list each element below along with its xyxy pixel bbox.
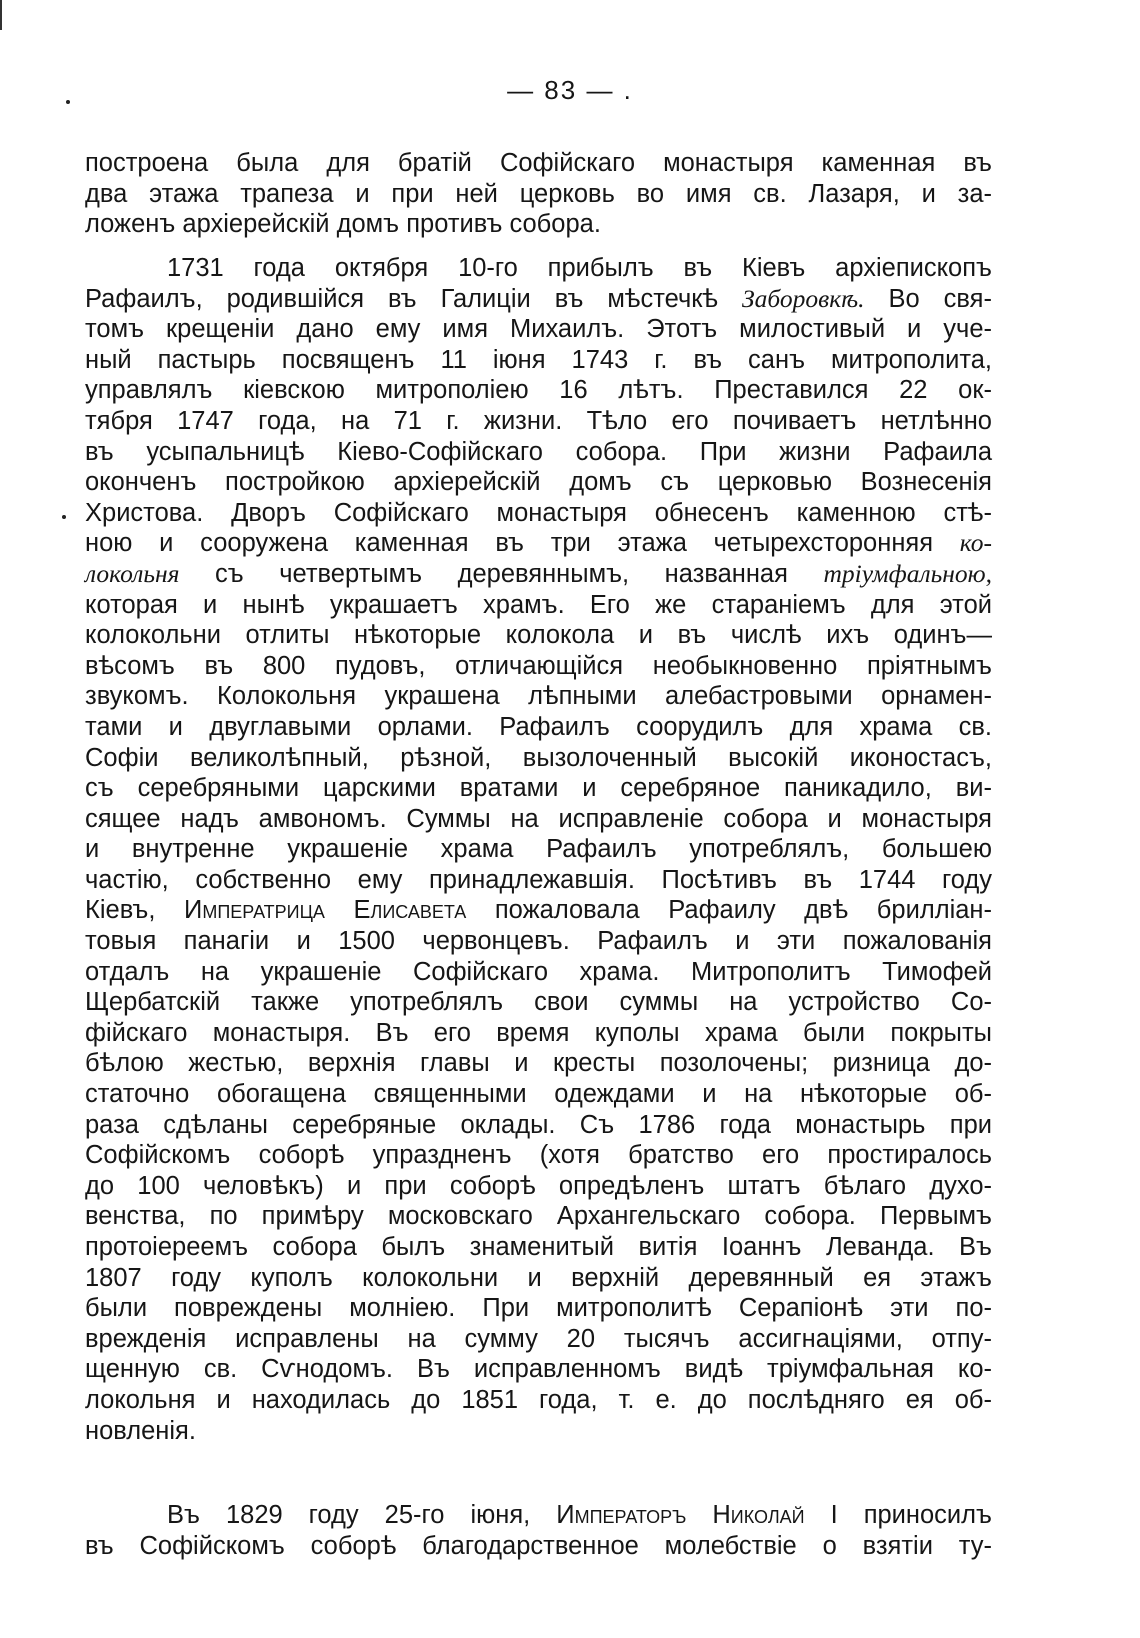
text-line: щенную св. Сѵнодомъ. Въ исправленномъ видѣ тріумфальная ко-: [85, 1355, 992, 1384]
text-run: Въ 1829 году 25-го іюня,: [167, 1501, 531, 1529]
smallcaps-name: Императрица Елисавета: [184, 896, 467, 925]
text-line: товыя панагіи и 1500 червонцевъ. Рафаилъ и эти пожалованія: [85, 927, 992, 956]
italic-place-name: Заборовкѣ.: [742, 283, 865, 313]
text-line: съ серебряными царскими вратами и серебряное паникадило, ви-: [85, 774, 992, 803]
text-run: Кіевъ,: [85, 896, 156, 925]
text-line: были повреждены молніею. При митрополитѣ Серапіонѣ эти по-: [85, 1294, 992, 1323]
text-line: ложенъ архіерейскій домъ противъ собора.: [85, 210, 601, 239]
text-line: Щербатскій также употреблялъ свои суммы на устройство Со-: [85, 988, 992, 1017]
text-line: 1807 году куполъ колокольни и верхній деревянный ея этажъ: [85, 1263, 992, 1292]
text-line: вѣсомъ въ 800 пудовъ, отличающійся необыкновенно пріятнымъ: [85, 651, 992, 680]
text-line: Христова. Дворъ Софійскаго монастыря обнесенъ каменною стѣ-: [85, 498, 992, 527]
paragraph-1: [85, 148, 992, 240]
text-line: статочно обогащена священными одеждами и на нѣкоторые об-: [85, 1080, 992, 1109]
text-run: ною и сооружена каменная въ три этажа четырехсторонняя: [85, 529, 934, 558]
scan-edge-mark: [0, 0, 2, 30]
text-line: которая и нынѣ украшаетъ храмъ. Его же стараніемъ для этой: [85, 590, 992, 619]
text-run: Во свя-: [888, 284, 992, 313]
text-run: съ четвертымъ деревяннымъ, названная: [215, 559, 788, 588]
text-line: раза сдѣланы серебряные оклады. Съ 1786 года монастырь при: [85, 1110, 992, 1139]
text-line: врежденія исправлены на сумму 20 тысячъ ассигнаціями, отпу-: [85, 1324, 992, 1353]
text-line: построена была для братій Софійскаго монастыря каменная въ: [85, 149, 992, 177]
text-line: новленія.: [85, 1416, 196, 1445]
text-line: протоіереемъ собора былъ знаменитый витія Іоаннъ Леванда. Въ: [85, 1233, 992, 1261]
text-line: [85, 895, 992, 926]
paragraph-2: [85, 253, 992, 1446]
text-line: и внутренне украшеніе храма Рафаилъ употреблялъ, большею: [85, 835, 992, 864]
italic-term: локольня: [85, 558, 180, 588]
text-line: 1731 года октября 10-го прибылъ въ Кіевъ архіепископъ: [167, 254, 992, 282]
text-line: фійскаго монастыря. Въ его время куполы храма были покрыты: [85, 1018, 992, 1047]
text-line: управлялъ кіевскою митрополіею 16 лѣтъ. Преставился 22 ок-: [85, 376, 992, 405]
text-line: ный пастырь посвященъ 11 іюня 1743 г. въ санъ митрополита,: [85, 345, 992, 374]
text-run: пожаловала Рафаилу двѣ брилліан-: [494, 896, 993, 925]
paragraph-3: [85, 1500, 992, 1561]
text-run: Рафаилъ, родившійся въ Галиціи въ мѣстечкѣ: [85, 284, 719, 313]
italic-term: ко-: [959, 528, 992, 558]
text-line: [85, 559, 992, 590]
italic-term: тріумфальною,: [823, 558, 992, 588]
text-line: тября 1747 года, на 71 г. жизни. Тѣло его почиваетъ нетлѣнно: [85, 406, 992, 435]
scan-speck-2: [62, 515, 66, 519]
text-line: отдалъ на украшеніе Софійскаго храма. Митрополитъ Тимофей: [85, 957, 992, 986]
text-line: два этажа трапеза и при ней церковь во имя св. Лазаря, и за-: [85, 179, 992, 208]
text-line: оконченъ постройкою архіерейскій домъ съ церковью Вознесенія: [85, 468, 992, 497]
text-line: [85, 528, 992, 559]
text-line: колокольни отлиты нѣкоторые колокола и въ числѣ ихъ одинъ—: [85, 621, 992, 650]
page-number: — 83 — .: [507, 75, 633, 105]
text-line: въ усыпальницѣ Кіево-Софійскаго собора. При жизни Рафаила: [85, 437, 992, 466]
text-line: звукомъ. Колокольня украшена лѣпными алебастровыми орнамен-: [85, 682, 992, 711]
text-line: [85, 284, 992, 315]
text-line: частію, собственно ему принадлежавшія. Посѣтивъ въ 1744 году: [85, 865, 992, 894]
text-line: до 100 человѣкъ) и при соборѣ опредѣленъ штатъ бѣлаго духо-: [85, 1171, 992, 1200]
text-line: венства, по примѣру московскаго Архангельскаго собора. Первымъ: [85, 1202, 992, 1231]
text-line: [85, 1500, 992, 1531]
smallcaps-name: Императоръ Николай I: [556, 1501, 838, 1529]
text-line: Софійскомъ соборѣ упраздненъ (хотя братство его простиралось: [85, 1141, 992, 1170]
text-run: приносилъ: [863, 1501, 992, 1529]
text-line: локольня и находилась до 1851 года, т. е. до послѣдняго ея об-: [85, 1385, 992, 1414]
text-line: томъ крещеніи дано ему имя Михаилъ. Этотъ милостивый и уче-: [85, 315, 992, 344]
text-line: Софіи великолѣпный, рѣзной, вызолоченный высокій иконостасъ,: [85, 743, 992, 772]
text-line: сящее надъ амвономъ. Суммы на исправленіе собора и монастыря: [85, 804, 992, 833]
text-line: въ Софійскомъ соборѣ благодарственное молебствіе о взятіи ту-: [85, 1531, 992, 1560]
text-line: бѣлою жестью, верхнія главы и кресты позолочены; ризница до-: [85, 1049, 992, 1078]
text-line: тами и двуглавыми орлами. Рафаилъ соорудилъ для храма св.: [85, 712, 992, 741]
